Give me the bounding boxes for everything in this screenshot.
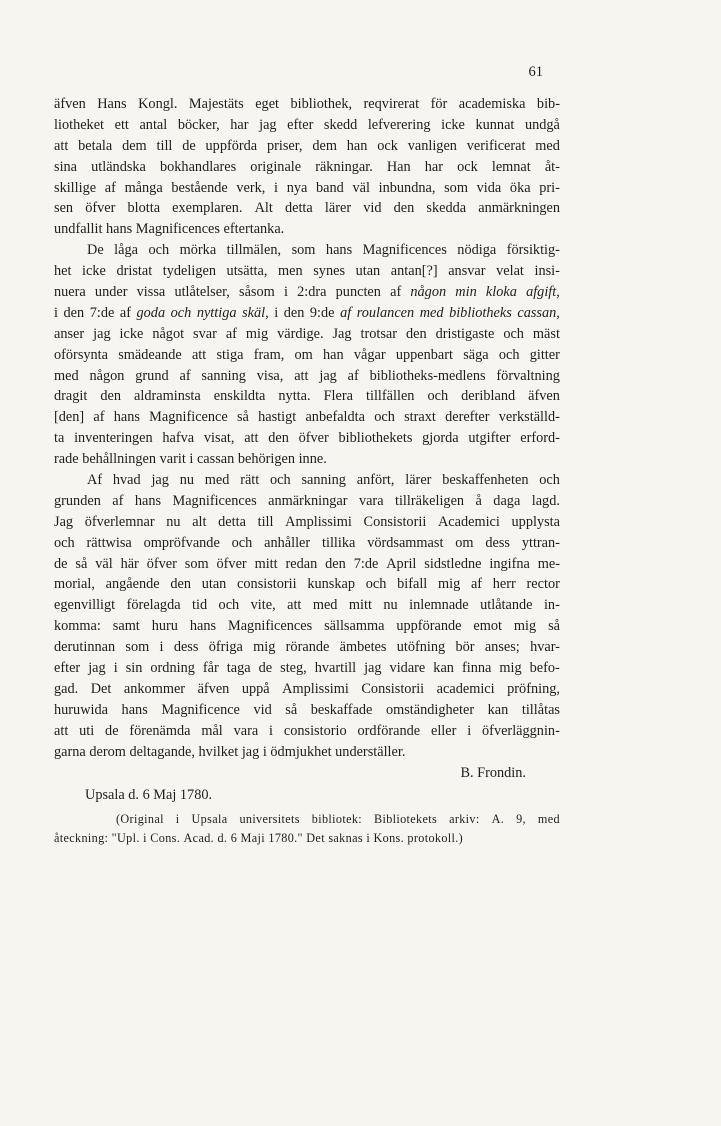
text-line: (Original i Upsala universitets bibliotek: Bibliotekets arkiv: A. 9, med <box>116 812 560 827</box>
text-line: ta inventeringen hafva visat, att den öfver bibliothekets gjorda utgifter erford- <box>54 430 560 447</box>
text-line: nuera under vissa utlåtelser, såsom i 2:dra puncten af någon min kloka afgift, <box>54 284 560 301</box>
text-line: De låga och mörka tillmälen, som hans Magnificences nödiga försiktig- <box>87 242 560 259</box>
letter-body <box>54 94 560 848</box>
dateline: Upsala d. 6 Maj 1780. <box>85 787 213 804</box>
paragraph <box>54 94 560 240</box>
text-line: sina utländska bokhandlares originale räkningar. Han har ock lemnat åt- <box>54 158 560 175</box>
text-line: sen öfver blotta exemplaren. Alt detta lärer vid den skedda anmärkningen <box>54 200 560 217</box>
text-line: skillige af många bestående verk, i nya band väl inbundna, som vida öka pri- <box>54 179 560 196</box>
text-line: grunden af hans Magnificences anmärkningar vara tillräkeligen å daga lagd. <box>54 492 560 509</box>
text-line: dragit den aldraminsta enskildta nytta. Flera tillfällen och deribland äfven <box>54 388 560 405</box>
source-note <box>54 810 560 847</box>
text-line: i den 7:de af goda och nyttiga skäl, i den 9:de af roulancen med bibliotheks cassan, <box>54 304 560 321</box>
text-line: [den] af hans Magnificence så hastigt anbefaldta och straxt derefter verkställd- <box>54 409 560 426</box>
paragraph <box>54 240 560 470</box>
text-line: anser jag icke något svar af mig värdige. Jag trotsar den dristigaste och mäst <box>54 325 560 342</box>
text-line: egenvilligt förelagda tid och vite, att med mitt nu inlemnade utlåtande in- <box>54 597 560 614</box>
text-line: åteckning: "Upl. i Cons. Acad. d. 6 Maji 1780." Det saknas i Kons. protokoll.) <box>54 830 464 845</box>
paragraph <box>54 470 560 762</box>
text-line: de så väl här öfver som öfver mitt redan den 7:de April sidstledne ingifna me- <box>54 555 560 572</box>
text-line: Af hvad jag nu med rätt och sanning anfört, lärer beskaffenheten och <box>87 472 560 489</box>
text-line: derutinnan som i dess öfriga mig rörande ämbetes utöfning bör anses; hvar- <box>54 639 560 656</box>
text-line: morial, angående den utan consistorii kunskap och bifall mig af herr rector <box>54 576 560 593</box>
text-line: att betala dem till de uppförda priser, dem han ock vanligen verificerat med <box>54 137 560 154</box>
text-line: komma: samt huru hans Magnificences sällsamma uppförande emot mig så <box>54 618 560 635</box>
text-line: het icke dristat tydeligen utsätta, men synes utan antan[?] ansvar velat insi- <box>54 263 560 280</box>
text-line: oförsynta smädeande att stiga fram, om han vågar uppenbart säga och gitter <box>54 346 560 363</box>
text-line: med någon grund af sanning visa, att jag af bibliotheks-medlens förvaltning <box>54 367 560 384</box>
text-line: Jag öfverlemnar nu alt detta till Amplissimi Consistorii Academici upplysta <box>54 513 560 530</box>
text-line: efter jag i sin ordning får taga de steg, hvartill jag vidare kan finna mig befo- <box>54 660 560 677</box>
text-line: undfallit hans Magnificences eftertanka. <box>54 221 285 238</box>
signature: B. Frondin. <box>460 764 526 781</box>
text-line: rade behållningen varit i cassan behörigen inne. <box>54 451 327 468</box>
paragraphs <box>54 94 560 763</box>
text-line: och rättwisa ompröfvande och anhåller tillika vördsammast om dess yttran- <box>54 534 560 551</box>
text-line: gad. Det ankommer äfven uppå Amplissimi Consistorii academici pröfning, <box>54 680 560 697</box>
page-number: 61 <box>528 64 543 80</box>
text-line: att uti de förenämda mål vara i consistorio ordförande eller i öfverläggnin- <box>54 722 560 739</box>
text-line: huruwida hans Magnificence vid så beskaffade omständigheter kan tillåtas <box>54 701 560 718</box>
text-line: äfven Hans Kongl. Majestäts eget bibliothek, reqvirerat för academiska bib- <box>54 96 560 112</box>
text-line: garna derom deltagande, hvilket jag i ödmjukhet underställer. <box>54 743 406 760</box>
text-line: liotheket ett antal böcker, har jag efter skedd lefverering icke kunnat undgå <box>54 116 560 133</box>
